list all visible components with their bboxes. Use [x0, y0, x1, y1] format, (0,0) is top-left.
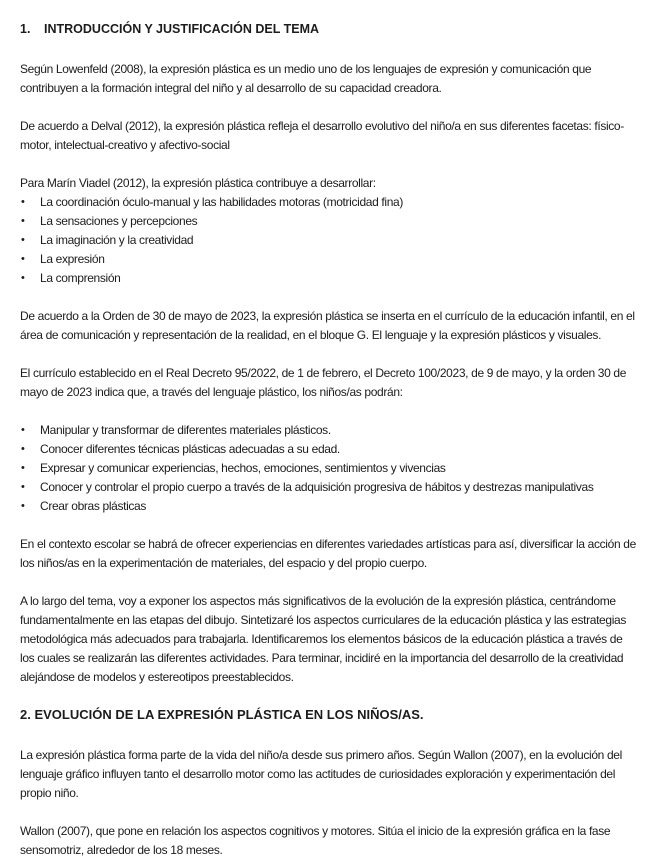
list-item [20, 497, 637, 516]
list-item-text: Conocer y controlar el propio cuerpo a través de la adquisición progresiva de hábitos y destrezas manipulativas [40, 480, 594, 494]
paragraph-wallon: Wallon (2007), que pone en relación los aspectos cognitivos y motores. Sitúa el inicio de la expresión gráfica en la fase sensomotriz, alrededor de los 18 meses. [20, 824, 611, 857]
list-item-text: Crear obras plásticas [40, 499, 147, 513]
list-item [20, 459, 637, 478]
paragraph-orden-2023: De acuerdo a la Orden de 30 de mayo de 2023, la expresión plástica se inserta en el currículo de la educación infantil, en el área de comunicación y representación de la realidad, en el bloque G. El lenguaje y la expresión plásticos y visuales. [20, 309, 635, 342]
list-item [20, 231, 637, 250]
section-1-heading [20, 20, 637, 38]
paragraph-a-lo-largo-del-tema: A lo largo del tema, voy a exponer los aspectos más significativos de la evolución de la expresión plástica, centrándome fundamentalmente en las etapas del dibujo. Sintetizaré los aspectos curriculares de la educación plástica y las estrategias metodológica más adecuados para trabajarla. Identificaremos los elementos básicos de la educación plástica a través de los cuales se realizarán las diferentes actividades. Para terminar, incidiré en la importancia del desarrollo de la creatividad alejándose de modelos y estereotipos preestablecidos. [20, 594, 626, 684]
bullet-icon: • [21, 424, 25, 436]
section-1-title: INTRODUCCIÓN Y JUSTIFICACIÓN DEL TEMA [44, 22, 320, 36]
list-item [20, 421, 637, 440]
bullet-icon: • [21, 215, 25, 227]
list-item-text: La imaginación y la creatividad [40, 233, 194, 247]
paragraph-expresion-plastica-vida: La expresión plástica forma parte de la vida del niño/a desde sus primero años. Según Wallon (2007), en la evolución del lenguaje gráfico influyen tanto el desarrollo motor como las actitudes de curiosidades exploración y experimentación del propio niño. [20, 748, 622, 800]
section-2-heading: 2. EVOLUCIÓN DE LA EXPRESIÓN PLÁSTICA EN LOS NIÑOS/AS. [20, 707, 424, 722]
list-item-text: Manipular y transformar de diferentes materiales plásticos. [40, 423, 331, 437]
list-item [20, 250, 637, 269]
list-item [20, 478, 637, 497]
list-item-text: Conocer diferentes técnicas plásticas adecuadas a su edad. [40, 442, 340, 456]
section-1-number: 1. [20, 22, 31, 36]
paragraph-lowenfeld: Según Lowenfeld (2008), la expresión plástica es un medio uno de los lenguajes de expresión y comunicación que contribuyen a la formación integral del niño y al desarrollo de su capacidad creadora. [20, 62, 592, 95]
list-item-text: Expresar y comunicar experiencias, hechos, emociones, sentimientos y vivencias [40, 461, 446, 475]
bullet-icon: • [21, 462, 25, 474]
paragraph-contexto-escolar: En el contexto escolar se habrá de ofrecer experiencias en diferentes variedades artísticas para así, diversificar la acción de los niños/as en la experimentación de materiales, del espacio y del propio cuerpo. [20, 537, 636, 570]
list-item [20, 269, 637, 288]
list-item-text: La coordinación óculo-manual y las habilidades motoras (motricidad fina) [40, 195, 404, 209]
list-item-text: La sensaciones y percepciones [40, 214, 198, 228]
bullet-icon: • [21, 443, 25, 455]
list-marin-viadel [20, 193, 637, 288]
list-item-text: La expresión [40, 252, 105, 266]
paragraph-marin-viadel: Para Marín Viadel (2012), la expresión plástica contribuye a desarrollar: [20, 176, 376, 190]
list-item [20, 212, 637, 231]
list-curriculo [20, 421, 637, 516]
paragraph-delval: De acuerdo a Delval (2012), la expresión plástica refleja el desarrollo evolutivo del niño/a en sus diferentes facetas: físico-motor, intelectual-creativo y afectivo-social [20, 119, 624, 152]
paragraph-real-decreto: El currículo establecido en el Real Decreto 95/2022, de 1 de febrero, el Decreto 100/2023, de 9 de mayo, y la orden 30 de mayo de 2023 indica que, a través del lenguaje plástico, los niños/as podrán: [20, 366, 627, 399]
bullet-icon: • [21, 253, 25, 265]
list-item [20, 193, 637, 212]
list-item [20, 440, 637, 459]
bullet-icon: • [21, 481, 25, 493]
bullet-icon: • [21, 234, 25, 246]
bullet-icon: • [21, 500, 25, 512]
list-item-text: La comprensión [40, 271, 121, 285]
bullet-icon: • [21, 196, 25, 208]
bullet-icon: • [21, 272, 25, 284]
